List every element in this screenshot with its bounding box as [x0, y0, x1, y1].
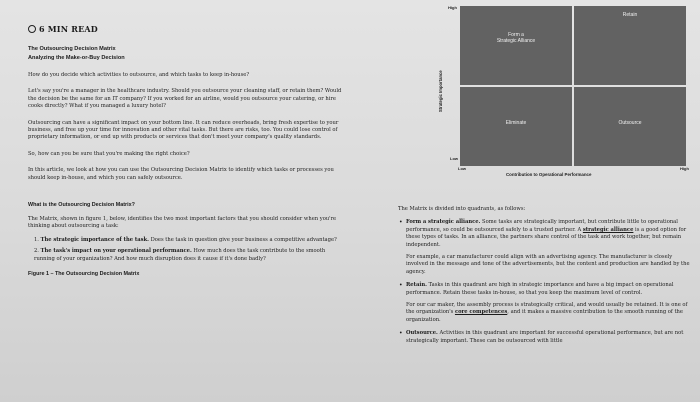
- strategic-alliance-link[interactable]: strategic alliance: [582, 226, 634, 233]
- x-axis-low-label: Low: [458, 166, 466, 171]
- quadrant-label: Form a: [508, 32, 524, 38]
- y-axis-low-label: Low: [450, 156, 458, 161]
- list-item: 1. The strategic importance of the task. Does the task in question give your business a competitive advantage?: [34, 236, 337, 243]
- quadrant-list: [398, 219, 690, 249]
- quadrant-retain: [574, 6, 686, 85]
- quadrant-explanations: [398, 206, 690, 350]
- factor-list: [34, 237, 343, 263]
- list-item: • Outsource. Activities in this quadrant are important for successful operational performance, but are not strategically important. These can be outsourced with little: [398, 330, 690, 345]
- article-scope-paragraph: In this article, we look at how you can use the Outsourcing Decision Matrix to identify which tasks or processes you should keep in-house, and which you can safely outsource.: [28, 167, 334, 181]
- list-item: • Form a strategic alliance. Some tasks are strategically important, but contribute little to operational performance, so could be outsourced safely to a trusted partner. A strategic alliance is a good option for these types of tasks. In an alliance, the partners share control of the task and work together, but remain independent.: [398, 219, 690, 249]
- quadrant-label: Eliminate: [505, 120, 527, 126]
- article-title: The Outsourcing Decision Matrix: [28, 46, 116, 52]
- impact-paragraph: Outsourcing can have a significant impact on your bottom line. It can reduce overheads, bring fresh expertise to your business, and free up your time for innovation and other vital tasks. But there are risks, too. You could lose control of proprietary information, or end up with products or services that don't meet your company's quality standards.: [28, 119, 339, 141]
- read-time-label: 6 MIN READ: [39, 24, 98, 34]
- x-axis-high-label: High: [680, 166, 689, 171]
- matrix-description: The Matrix, shown in figure 1, below, identifies the two most important factors that you should consider when you're thinking about outsourcing a task:: [28, 216, 337, 230]
- left-column: [28, 24, 343, 277]
- quadrant-outsource: [574, 87, 686, 166]
- quadrant-eliminate: [460, 87, 572, 166]
- quadrant-label: Strategic Alliance: [496, 38, 536, 44]
- y-axis-high-label: High: [448, 5, 457, 10]
- quadrant-strategic-alliance: [460, 6, 572, 85]
- retain-example: For our car maker, the assembly process is strategically critical, and would usually be retained. It is one of the organization's core competences, and it makes a massive contribution to the smooth running of the organization.: [406, 302, 688, 323]
- intro-paragraph: Let's say you're a manager in the healthcare industry. Should you outsource your cleaning staff, or retain them? Would the decision be the same for an IT company? If you worked for an airline, would you outsource your catering, or hire cooks directly? What if you managed a luxury hotel?: [28, 88, 342, 110]
- list-item: 2. The task's impact on your operational performance. How much does the task contribute to the smooth running of your organization? And how much disruption does it cause if it's done badly?: [34, 248, 326, 262]
- figure-caption: Figure 1 – The Outsourcing Decision Matrix: [28, 271, 140, 278]
- quadrants-intro: The Matrix is divided into quadrants, as follows:: [398, 206, 526, 212]
- list-item: • Retain. Tasks in this quadrant are high in strategic importance and have a big impact on operational performance. Retain these tasks in-house, so that you keep the maximum level of control.: [398, 282, 690, 297]
- choice-paragraph: So, how can you be sure that you're making the right choice?: [28, 150, 190, 157]
- core-competences-link[interactable]: core competences: [454, 309, 508, 316]
- quadrant-label: Outsource: [618, 120, 642, 126]
- x-axis-label: Contribution to Operational Performance: [506, 172, 592, 177]
- article-subtitle: Analyzing the Make-or-Buy Decision: [28, 55, 125, 61]
- read-time: [28, 24, 343, 34]
- question-paragraph: How do you decide which activities to outsource, and which tasks to keep in-house?: [28, 72, 250, 78]
- alliance-example: For example, a car manufacturer could align with an advertising agency. The manufacturer is closely involved in the message and tone of the advertisements, but the content and production are handled by the agency.: [406, 254, 690, 275]
- decision-matrix: [460, 6, 686, 166]
- quadrant-label: Retain: [622, 12, 638, 18]
- y-axis-label: Strategic Importance: [438, 70, 443, 112]
- what-is-heading: What is the Outsourcing Decision Matrix?: [28, 202, 135, 209]
- clock-icon: [28, 25, 36, 33]
